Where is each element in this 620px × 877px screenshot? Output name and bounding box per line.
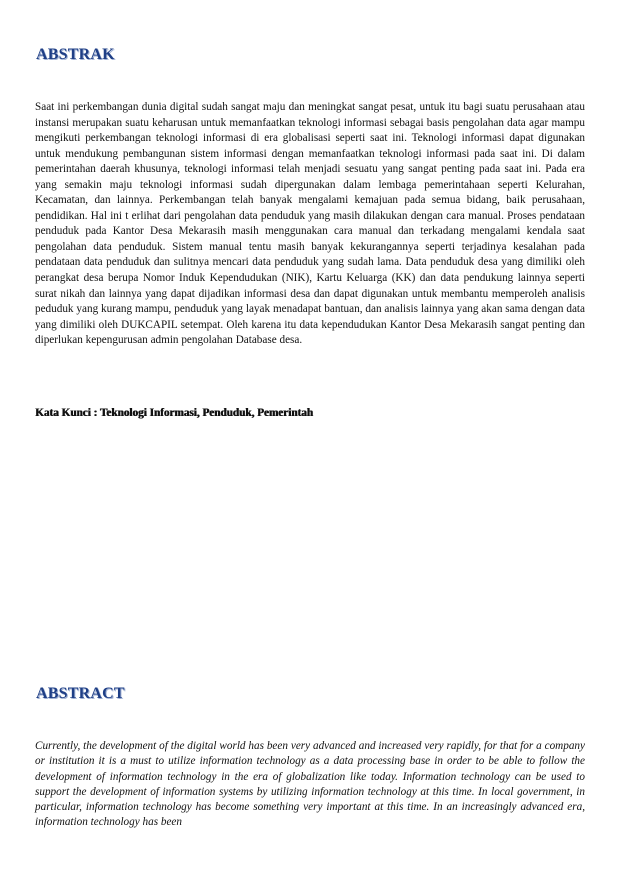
- abstrak-heading: ABSTRAK: [36, 46, 115, 63]
- abstract-heading: ABSTRACT: [36, 685, 125, 702]
- keywords-line: Kata Kunci : Teknologi Informasi, Penduduk, Pemerintah: [35, 407, 313, 419]
- abstrak-paragraph: Saat ini perkembangan dunia digital sudah sangat maju dan meningkat sangat pesat, untuk itu bagi suatu perusahaan atau instansi merupakan suatu keharusan untuk memanfaatkan teknologi informasi sebagai basis pengolahan data agar mampu mengikuti perkembangan teknologi informasi di era globalisasi seperti saat ini. Teknologi informasi dapat digunakan untuk mendukung pembangunan sistem informasi dengan memanfaatkan teknologi informasi pada saat ini. Di dalam pemerintahan daerah khusunya, teknologi informasi telah menjadi sesuatu yang sangat penting pada saat ini. Pada era yang semakin maju teknologi informasi sudah dipergunakan dalam lembaga pemerintahaan seperti Kelurahan, Kecamatan, dan lainnya. Perkembangan telah banyak mengalami kemajuan pada semua bidang, baik perusahaan, pendidikan. Hal ini t erlihat dari pengolahan data penduduk yang masih dilakukan dengan cara manual. Proses pendataan penduduk pada Kantor Desa Mekarasih masih menggunakan cara manual dan terkadang mengalami kendala saat pengolahan data penduduk. Sistem manual tentu masih banyak kekurangannya seperti terjadinya kesalahan pada pendataan data penduduk dan sulitnya mencari data penduduk yang sudah lama. Data penduduk desa yang dimiliki oleh perangkat desa berupa Nomor Induk Kependudukan (NIK), Kartu Keluarga (KK) dan data pendukung lainnya seperti surat nikah dan lainnya yang dapat dijadikan informasi desa dan dapat digunakan untuk membantu memperoleh analisis peduduk yang kurang mampu, penduduk yang layak menadapat bantuan, dan analisis lainnya yang akan sama dengan data yang dimiliki oleh DUKCAPIL setempat. Oleh karena itu data kependudukan Kantor Desa Mekarasih sangat penting dan diperlukan kepengurusan admin pengolahan Database desa.: [35, 101, 585, 347]
- abstract-paragraph: Currently, the development of the digital world has been very advanced and increased very rapidly, for that for a company or institution it is a must to utilize information technology as a data processing base in order to be able to follow the development of information technology in the era of globalization like today. Information technology can be used to support the development of information systems by utilizing information technology at this time. In local government, in particular, information technology has become something very important at this time. In an increasingly advanced era, information technology has been: [35, 740, 585, 829]
